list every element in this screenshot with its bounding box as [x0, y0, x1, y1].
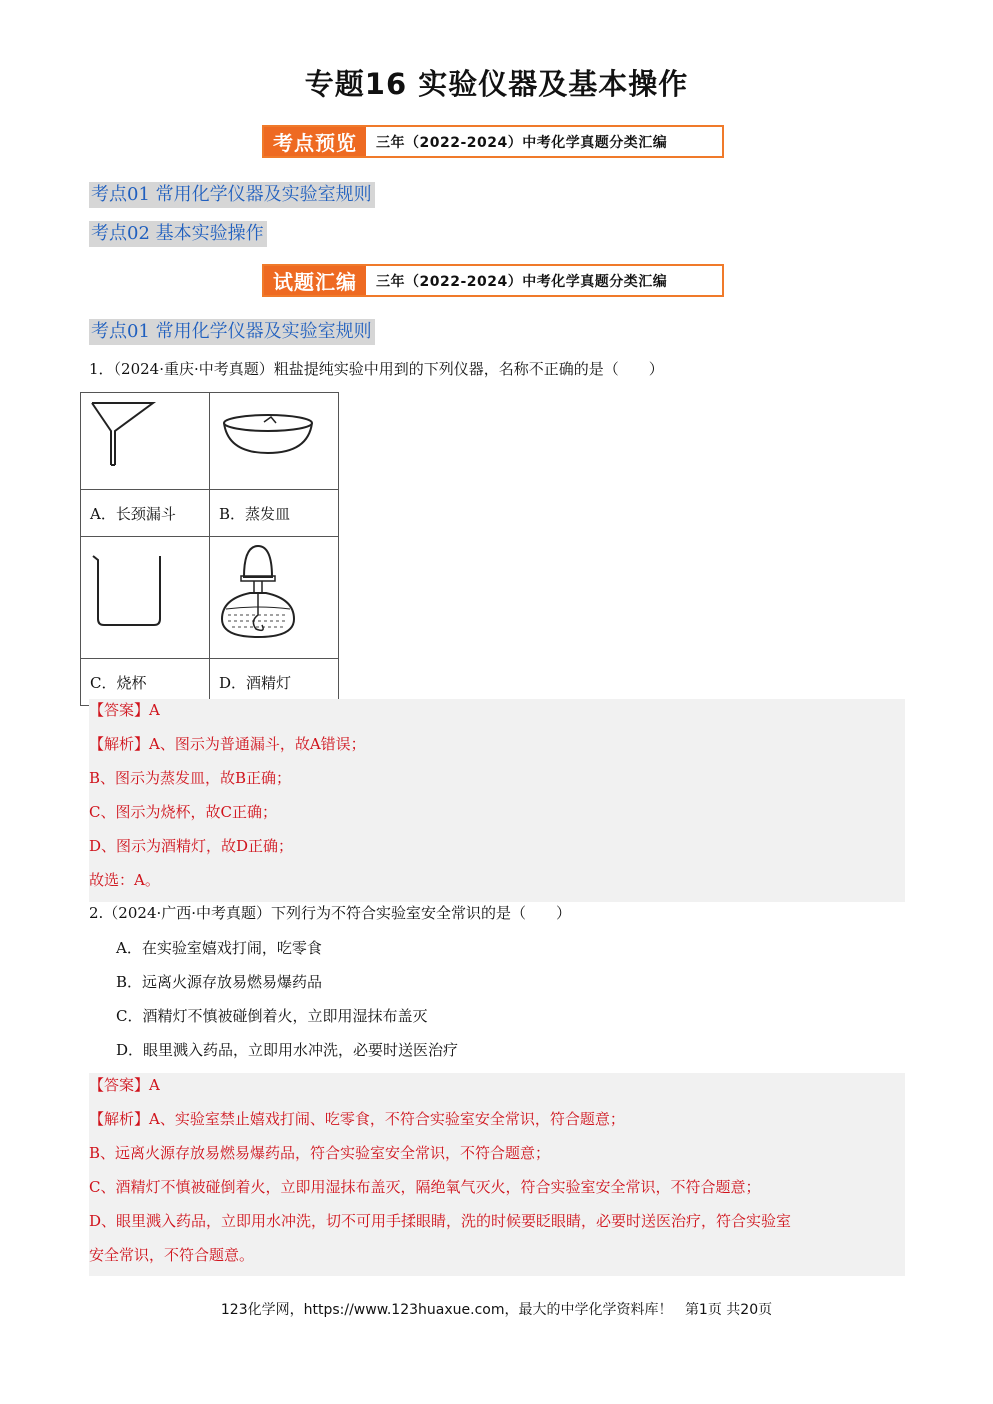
toc-item-01[interactable]: 考点01 常用化学仪器及实验室规则	[89, 182, 375, 208]
q2-option-a: A．在实验室嬉戏打闹，吃零食	[116, 939, 322, 957]
q1-answer-box	[89, 699, 905, 902]
footer-page-number: 第1页 共20页	[684, 1302, 773, 1318]
q2-answer: 【答案】A	[89, 1076, 160, 1094]
q1-analysis-line: C、图示为烧杯，故C正确；	[89, 803, 277, 821]
q2-option-d: D．眼里溅入药品，立即用水冲洗，必要时送医治疗	[116, 1041, 459, 1059]
q2-option-c: C．酒精灯不慎被碰倒着火，立即用湿抹布盖灭	[116, 1007, 428, 1025]
q2-analysis-line: 【解析】A、实验室禁止嬉戏打闹、吃零食，不符合实验室安全常识，符合题意；	[89, 1110, 625, 1128]
exercises-banner-tag: 试题汇编	[264, 266, 366, 295]
page-title: 专题16 实验仪器及基本操作	[304, 67, 689, 101]
q2-option-b: B．远离火源存放易燃易爆药品	[116, 973, 323, 991]
section-heading: 考点01 常用化学仪器及实验室规则	[89, 319, 375, 345]
footer-site-link[interactable]: 123化学网，https://www.123huaxue.com，最大的中学化学资料库！	[220, 1302, 673, 1318]
preview-banner-tag: 考点预览	[264, 127, 366, 156]
beaker-icon	[81, 537, 200, 654]
exercises-banner	[262, 264, 724, 297]
q1-analysis-line: 故选：A。	[89, 871, 160, 889]
evaporating-dish-cell	[210, 393, 339, 490]
instrument-table	[80, 392, 339, 706]
alcohol-lamp-icon	[210, 537, 329, 654]
q2-analysis-line: B、远离火源存放易燃易爆药品，符合实验室安全常识，不符合题意；	[89, 1144, 551, 1162]
preview-banner	[262, 125, 724, 158]
label-a: A．长颈漏斗	[81, 490, 210, 537]
preview-banner-subtitle: 三年（2022-2024）中考化学真题分类汇编	[376, 134, 668, 151]
q1-analysis-line: 【解析】A、图示为普通漏斗，故A错误；	[89, 735, 366, 753]
page-footer	[0, 1299, 993, 1319]
toc-item-02[interactable]: 考点02 基本实验操作	[89, 221, 267, 247]
evaporating-dish-icon	[210, 393, 329, 485]
label-c: C．烧杯	[81, 659, 210, 706]
label-b: B．蒸发皿	[210, 490, 339, 537]
question-2-stem: 2.（2024·广西·中考真题）下列行为不符合实验室安全常识的是（ ）	[89, 904, 572, 922]
funnel-icon	[81, 393, 200, 485]
funnel-cell	[81, 393, 210, 490]
q1-analysis-line: D、图示为酒精灯，故D正确；	[89, 837, 294, 855]
beaker-cell	[81, 537, 210, 659]
exercises-banner-subtitle: 三年（2022-2024）中考化学真题分类汇编	[376, 273, 668, 290]
q2-analysis-line: D、眼里溅入药品，立即用水冲洗，切不可用手揉眼睛，洗的时候要眨眼睛，必要时送医治疗，符合实验室	[89, 1212, 792, 1230]
q2-analysis-line: 安全常识，不符合题意。	[89, 1246, 255, 1264]
q1-answer: 【答案】A	[89, 701, 160, 719]
question-1-stem: 1．（2024·重庆·中考真题）粗盐提纯实验中用到的下列仪器，名称不正确的是（ ）	[89, 360, 664, 378]
label-d: D．酒精灯	[210, 659, 339, 706]
alcohol-lamp-cell	[210, 537, 339, 659]
q1-analysis-line: B、图示为蒸发皿，故B正确；	[89, 769, 292, 787]
q2-analysis-line: C、酒精灯不慎被碰倒着火，立即用湿抹布盖灭，隔绝氧气灭火，符合实验室安全常识，不符合题意；	[89, 1178, 761, 1196]
